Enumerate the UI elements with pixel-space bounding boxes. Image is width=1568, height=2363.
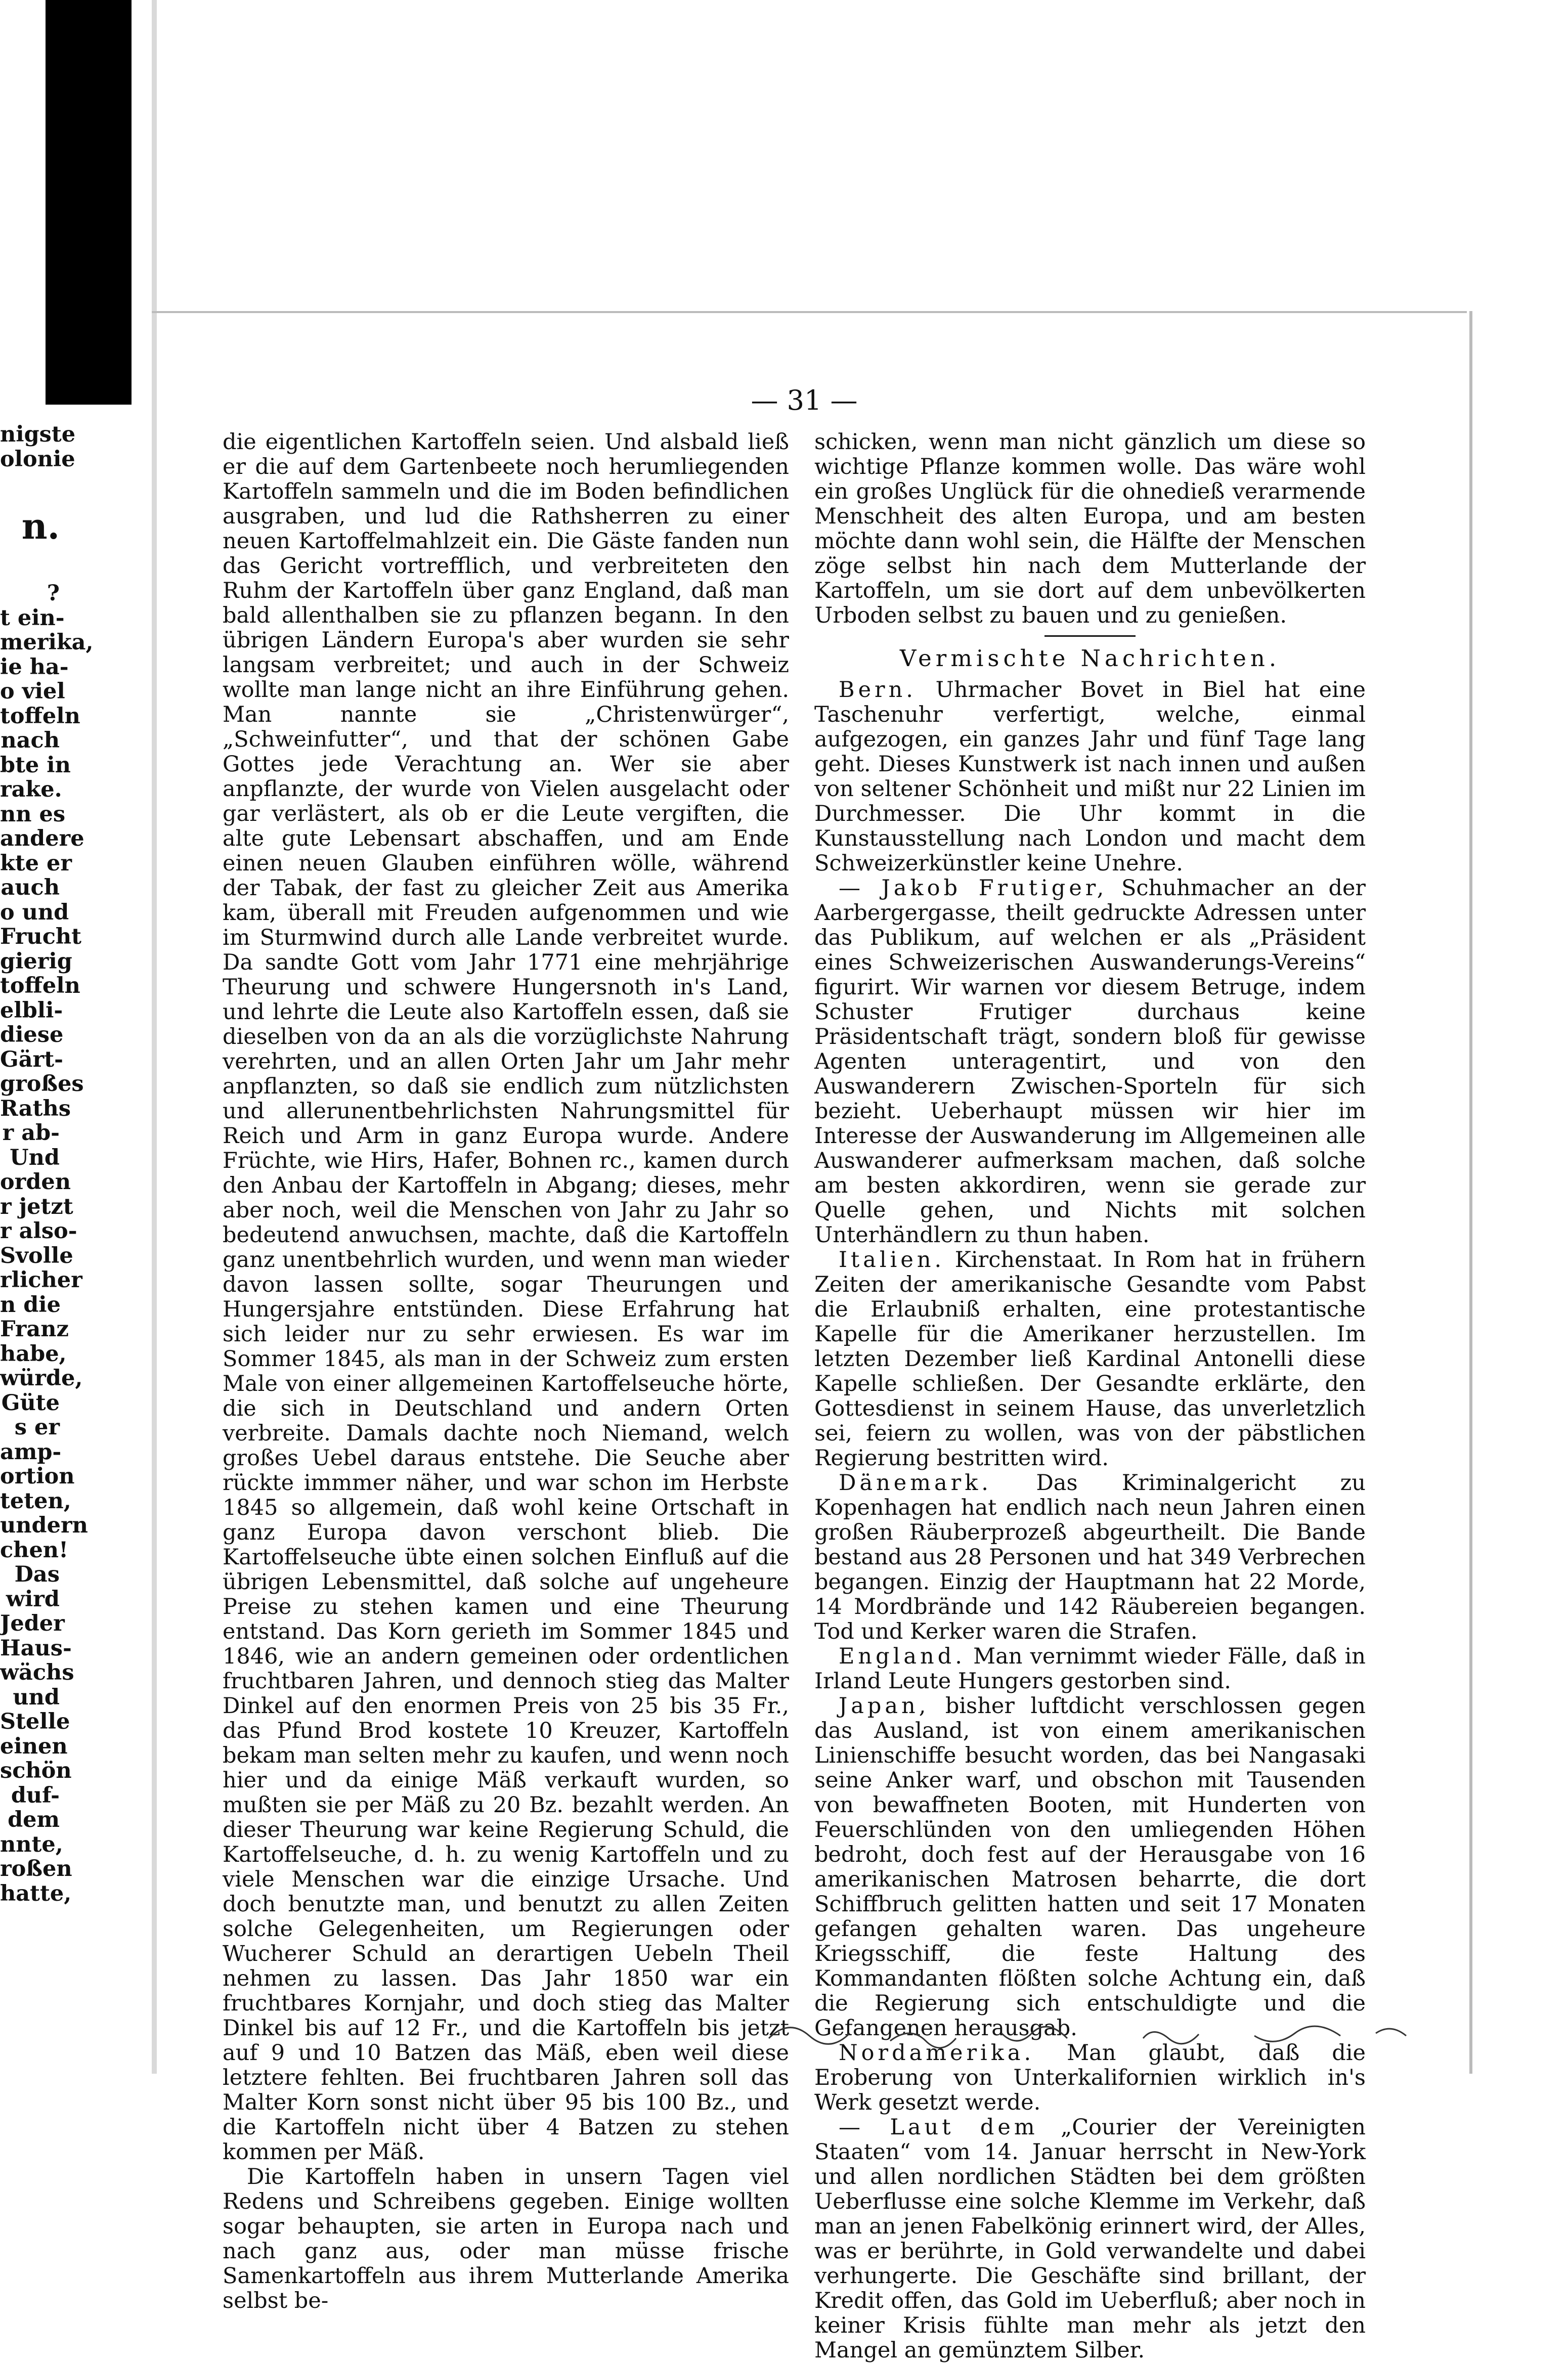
left-fragment-line: toffeln [0,703,80,729]
left-fragment-line: r ab- [2,1120,60,1146]
section-heading: Vermischte Nachrichten. [899,645,1281,672]
left-fragment-line: nn es [0,801,66,827]
left-fragment-line: einen [0,1733,68,1759]
left-fragment-line: bte in [0,752,71,778]
left-fragment-line: roßen [0,1856,72,1881]
left-fragment-line: schön [0,1758,72,1783]
left-fragment-line: amp- [0,1439,62,1465]
page-top-edge [152,311,1467,313]
news-items [814,678,1366,2363]
left-fragment-line: dem [8,1807,60,1832]
left-fragment-line: Jeder [0,1611,65,1636]
left-fragment-line: toffeln [0,973,80,998]
left-fragment-line: diese [0,1022,64,1047]
left-fragment-line: o und [0,899,69,925]
left-fragment-line: großes [0,1071,84,1097]
left-fragment-line: nach [1,728,60,753]
left-fragment-line: chen! [0,1537,68,1563]
left-fragment-line: habe, [0,1341,67,1367]
news-item-text: Man vernimmt wieder Fälle, daß in Irland Leute Hungers gestorben sind. [814,1644,1366,1694]
left-fragment-line: Franz [0,1317,69,1342]
left-fragment-line: ie ha- [0,654,69,680]
left-fragment-line [0,471,60,496]
left-fragment-line: andere [0,826,84,851]
middle-paragraph-2: Die Kartoffeln haben in unsern Tagen viel Redens und Schreibens gegeben. Einige wollten sogar behaupten, sie arten in Europa nach und nach ganz aus, oder man müsse frische Samenkartoffeln aus ihrem Mutterlande Amerika selbst be- [223,2164,789,2313]
news-item-lead: Italien. [839,1247,945,1273]
left-fragment-line: ortion [0,1464,75,1489]
column-middle [223,430,789,2313]
left-fragment-line: elbli- [0,997,63,1023]
news-item [814,1694,1366,2041]
page-right-edge [1469,311,1472,2074]
news-item-text: bisher luftdicht verschlossen gegen das Ausland, ist von einem amerikanischen Linienschiffe besucht worden, das bei Nangasaki seine Anker warf, und obschon mit Tausenden von bewaffneten Booten, mit Hunderten von Feuerschlünden von den umliegenden Höhen bedroht, doch fest auf der Herausgabe von 16 amerikanischen Matrosen beharrte, die dort Schiffbruch gelitten hatten und seit 17 Monaten gefangen gehalten waren. Das ungeheure Kriegsschiff, die feste Haltung des Kommandanten flößten solche Achtung ein, daß die Regierung sich entschuldigte und die Gefangenen herausgab. [814,1693,1366,2041]
news-item-lead: England. [839,1644,966,1669]
section-divider [1044,635,1136,637]
news-item-lead: Dänemark. [839,1470,992,1496]
left-fragment-line: kte er [0,850,72,876]
news-item-text: Schuhmacher an der Aarbergergasse, theilt gedruckte Adressen unter das Publikum, auf welchen er als „Präsident eines Schweizerischen Auswanderungs-Vereins“ figurirt. Wir warnen vor diesem Betruge, indem Schuster Frutiger durchaus keine Präsidentschaft trägt, sondern bloß für gewisse Agenten unteragentirt, und von den Auswanderern Zwischen-Sporteln für sich bezieht. Ueberhaupt müssen wir hier im Interesse der Auswanderung im Allgemeinen alle Auswanderer aufmerksam machen, daß solche am besten akkordiren, wenn sie gerade zur Quelle gehen, und Nichts mit solchen Unterhändlern zu thun haben. [814,876,1366,1248]
news-item [814,1644,1366,1694]
bottom-marginal-scribble [759,2013,1467,2053]
left-fragment-line: gierig [0,948,72,974]
left-fragment-line: n. [21,505,60,547]
news-item-lead: — Laut dem [839,2115,1038,2140]
news-item [814,876,1366,1248]
left-fragment-line: rlicher [0,1267,82,1293]
left-fragment-line: undern [0,1513,88,1538]
left-fragment-line: merika, [0,630,94,655]
left-fragment-line [0,557,60,582]
left-fragment-line: Und [10,1145,60,1170]
left-fragment-line: r jetzt [0,1194,73,1219]
left-page-fragment [0,422,94,1906]
news-item [814,2115,1366,2363]
news-item-text: Kirchenstaat. In Rom hat in frühern Zeiten der amerikanische Gesandte vom Pabst die Erlaubniß erhalten, eine protestantische Kapelle für die Amerikaner herzustellen. Im letzten Dezember ließ Kardinal Antonelli diese Kapelle schließen. Der Gesandte erklärte, den Gottesdienst in seinem Hause, das unverletzlich sei, feiern zu wollen, was von der päbstlichen Regierung bestritten wird. [814,1247,1366,1471]
left-fragment-line: Haus- [0,1635,72,1661]
left-fragment-line: und [13,1684,60,1710]
left-fragment-line: rake. [0,777,62,802]
left-fragment-line: t ein- [0,605,65,631]
news-item [814,1471,1366,1644]
news-item-lead: Nordamerika. [839,2040,1035,2066]
left-fragment-line: teten, [0,1488,71,1514]
column-right [814,430,1366,2363]
scan-black-margin [46,0,132,405]
left-fragment-line: Das [14,1562,60,1587]
news-item-text: Man glaubt, daß die Eroberung von Unterkalifornien wirklich in's Werk gesetzt werde. [814,2040,1366,2115]
news-item [814,1248,1366,1471]
left-fragment-line: wächs [0,1660,74,1685]
left-fragment-line: hatte, [0,1880,72,1906]
left-fragment-line: würde, [0,1366,83,1391]
news-item-text: „Courier der Vereinigten Staaten“ vom 14. Januar herrscht in New-York und allen nordlichen Städten bei dem größten Ueberflusse eine solche Klemme im Verkehr, daß man an jenen Fabelkönig erinnert wird, der Alles, was er berührte, in Gold verwandelte und dabei verhungerte. Die Geschäfte sind brillant, der Kredit offen, das Gold im Ueberfluß; aber noch in keiner Krisis fühlte man mehr als jetzt den Mangel an gemünztem Silber. [814,2115,1366,2363]
news-item-text: Uhrmacher Bovet in Biel hat eine Taschenuhr verfertigt, welche, einmal aufgezogen, ein ganzes Jahr und fünf Tage lang geht. Dieses Kunstwerk ist nach innen und außen von seltener Schönheit und mißt nur 22 Linien im Durchmesser. Die Uhr kommt in die Kunstausstellung nach London und macht dem Schweizerkünstler keine Unehre. [814,677,1366,876]
left-fragment-line: olonie [0,446,75,472]
left-fragment-line: wird [6,1586,60,1612]
left-fragment-line: n die [0,1292,61,1318]
left-fragment-line: Frucht [0,924,81,949]
left-fragment-line: orden [0,1169,71,1195]
news-item [814,678,1366,876]
left-fragment-line: o viel [0,679,65,704]
left-fragment-line: Stelle [0,1709,70,1734]
left-fragment-line: Güte [1,1390,60,1416]
left-fragment-line: Gärt- [0,1046,63,1072]
left-fragment-line: duf- [11,1782,60,1808]
news-item-lead: Japan, [839,1693,930,1719]
left-fragment-line: auch [1,875,60,900]
left-fragment-line: r also- [0,1218,77,1244]
left-fragment-line: s er [14,1415,60,1440]
left-fragment-line: Raths [0,1096,71,1121]
middle-paragraph-1: die eigentlichen Kartoffeln seien. Und alsbald ließ er die auf dem Gartenbeete noch herumliegenden Kartoffeln sammeln und die im Boden befindlichen ausgraben, und lud die Rathsherren zu einer neuen Kartoffelmahlzeit ein. Die Gäste fanden nun das Gericht vortrefflich, und verbreiteten den Ruhm der Kartoffeln über ganz England, daß man bald allenthalben sie zu pflanzen begann. In den übrigen Ländern Europa's aber wurden sie sehr langsam verbreitet; und auch in der Schweiz wollte man lange nicht an ihre Einführung gehen. Man nannte sie „Christenwürger“, „Schweinfutter“, und that der schönen Gabe Gottes jede Verachtung an. Wer sie aber anpflanzte, der wurde von Vielen ausgelacht oder gar verlästert, als ob er die Leute vergiften, die alte gute Lebensart abschaffen, und am Ende einen neuen Glauben einführen wölle, während der Tabak, der fast zu gleicher Zeit aus Amerika kam, überall mit Freuden aufgenommen und wie im Sturmwind durch alle Lande verbreitet wurde. Da sandte Gott vom Jahr 1771 eine mehrjährige Theurung und schwere Hungersnoth in's Land, und lehrte die Leute also Kartoffeln essen, daß sie dieselben von da an als die vorzüglichste Nahrung verehrten, und an allen Orten Jahr um Jahr mehr anpflanzten, so daß sie endlich zum nützlichsten und allerunentbehrlichsten Nahrungsmittel für Reich und Arm in ganz Europa wurde. Andere Früchte, wie Hirs, Hafer, Bohnen rc., kamen durch den Anbau der Kartoffeln in Abgang; dieses, mehr aber noch, weil die Menschen von Jahr zu Jahr so bedeutend anwuchsen, machte, daß die Kartoffeln ganz unentbehrlich wurden, und wenn man wieder davon lassen sollte, sogar Theurungen und Hungersjahre entstünden. Diese Erfahrung hat sich leider nur zu sehr erwiesen. Es war im Sommer 1845, als man in der Schweiz zum ersten Male von einer allgemeinen Kartoffelseuche hörte, die sich in Deutschland und andern Orten verbreite. Damals dachte noch Niemand, welch großes Uebel daraus entstehe. Die Seuche aber rückte immmer näher, und war schon im Herbste 1845 so allgemein, daß wohl keine Ortschaft in ganz Europa davon verschont blieb. Die Kartoffelseuche übte einen solchen Einfluß auf die übrigen Lebensmittel, daß solche auf ungeheure Preise zu stehen kamen und eine Theurung entstand. Das Korn gerieth im Sommer 1845 und 1846, wie an andern gemeinen oder ordentlichen fruchtbaren Jahren, und dennoch stieg das Malter Dinkel auf den enormen Preis von 25 bis 35 Fr., das Pfund Brod kostete 10 Kreuzer, Kartoffeln bekam man selten mehr zu kaufen, und wenn noch hier und da einige Mäß verkauft wurden, so mußten sie per Mäß zu 20 Bz. bezahlt werden. An dieser Theurung war keine Regierung Schuld, die Kartoffelseuche, d. h. zu wenig Kartoffeln und zu viele Menschen war die einzige Ursache. Und doch benutzte man, und benutzt zu allen Zeiten solche Gelegenheiten, um Regierungen oder Wucherer Schuld an derartigen Uebeln Theil nehmen zu lassen. Das Jahr 1850 war ein fruchtbares Kornjahr, und doch stieg das Malter Dinkel bis auf 12 Fr., und die Kartoffeln bis jetzt auf 9 und 10 Batzen das Mäß, eben weil diese letztere fehlten. Bei fruchtbaren Jahren soll das Malter Korn sonst nicht über 95 bis 100 Bz., und die Kartoffeln nicht über 4 Batzen zu stehen kommen per Mäß. [223,429,789,2165]
news-item-lead: Bern. [839,677,917,703]
news-item-lead: — Jakob Frutiger, [839,876,1108,901]
left-fragment-line: ? [47,581,60,606]
left-fragment-line: Svolle [0,1243,73,1268]
right-intro-paragraph: schicken, wenn man nicht gänzlich um diese so wichtige Pflanze kommen wolle. Das wäre wohl ein großes Unglück für die ohnedieß verarmende Menschheit des alten Europa, und am besten möchte dann wohl sein, die Hälfte der Menschen zöge selbst hin nach dem Mutterlande der Kartoffeln, um sie dort auf dem unbevölkerten Urboden selbst zu bauen und zu genießen. [814,429,1366,628]
left-fragment-line: nnte, [0,1831,63,1857]
page-number: — 31 — [751,384,858,416]
left-fragment-line: nigste [0,422,76,447]
news-item-text: Das Kriminalgericht zu Kopenhagen hat endlich nach neun Jahren einen großen Räuberprozeß abgeurtheilt. Die Bande bestand aus 28 Personen und hat 349 Verbrechen begangen. Einzig der Hauptmann hat 22 Morde, 14 Mordbrände und 142 Räubereien begangen. Tod und Kerker waren die Strafen. [814,1470,1366,1644]
